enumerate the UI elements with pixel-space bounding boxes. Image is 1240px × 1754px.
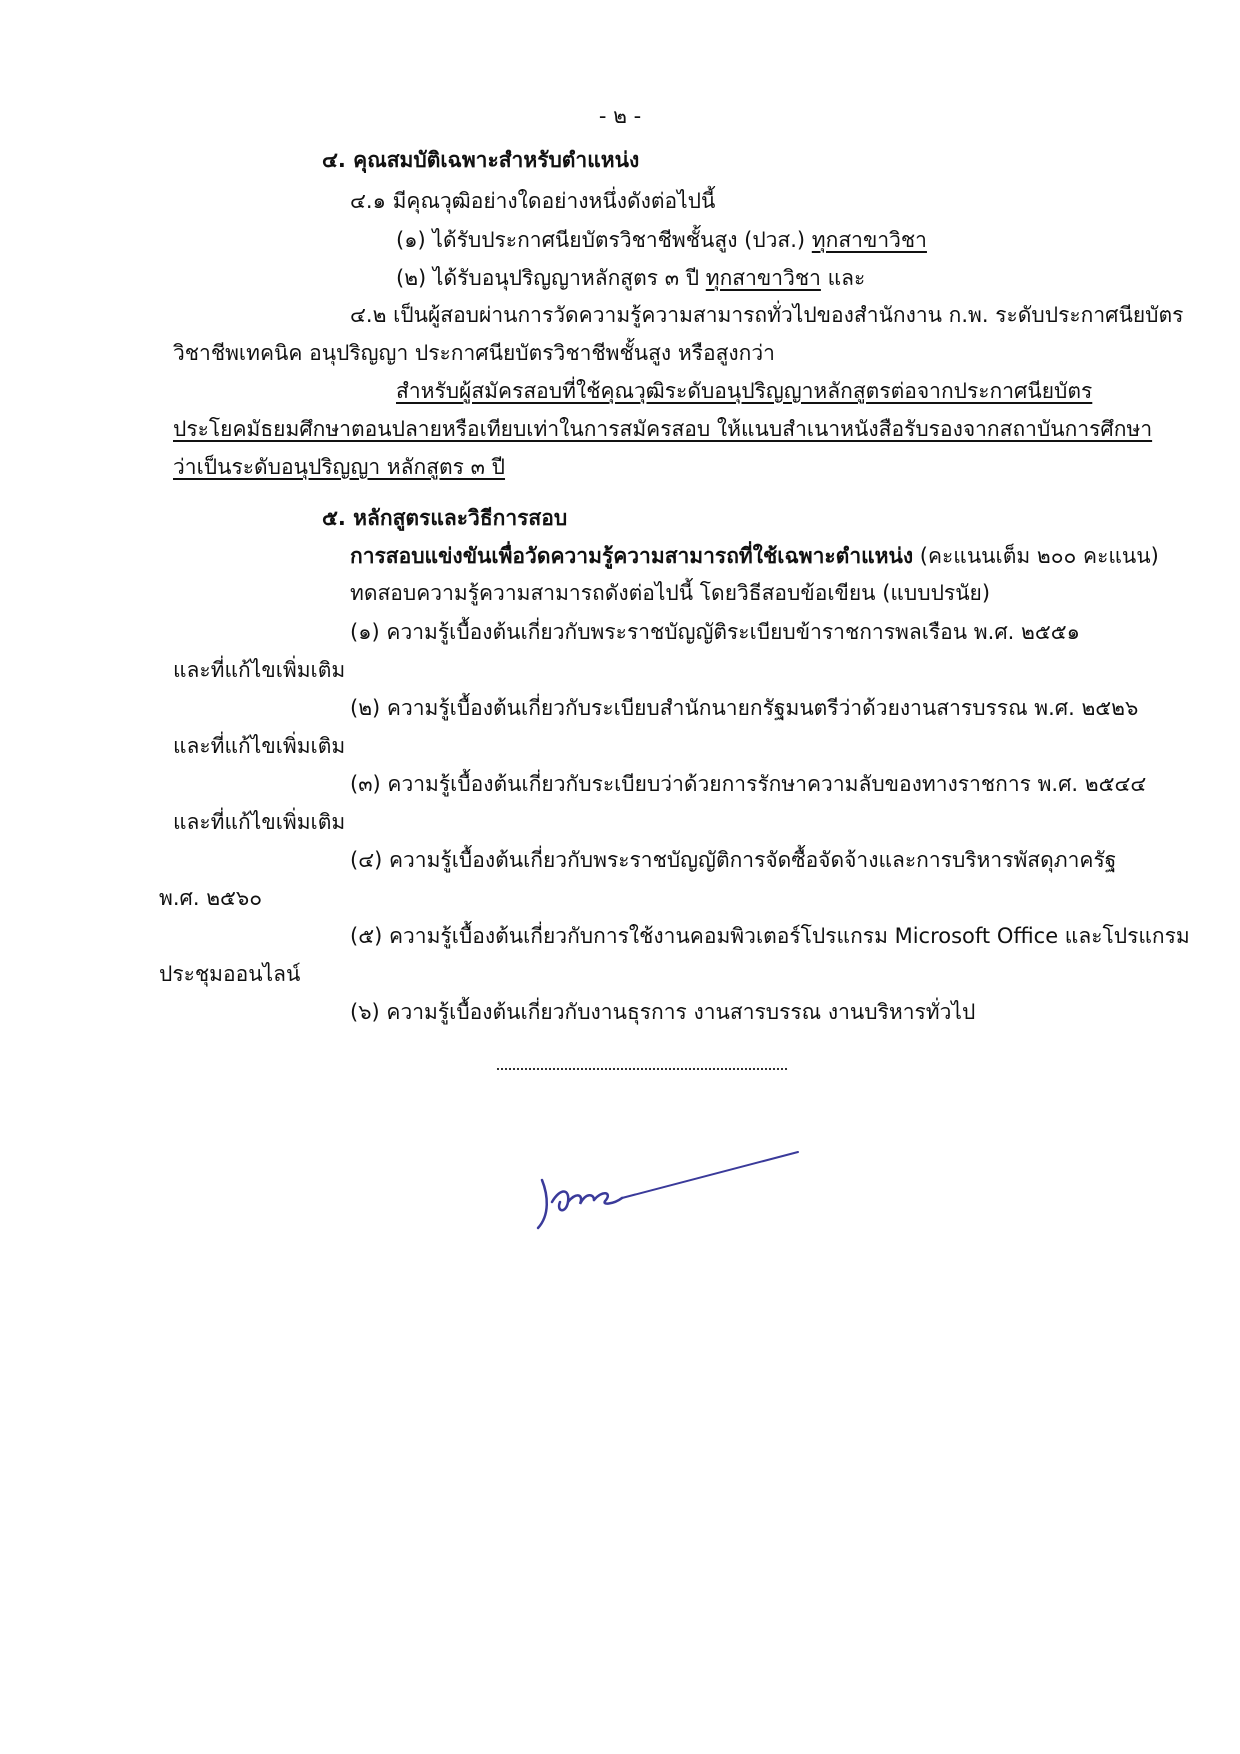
- sub2-tail: และ: [820, 266, 866, 290]
- note-line2: ประโยคมัธยมศึกษาตอนปลายหรือเทียบเท่าในการสมัครสอบ ให้แนบสำเนาหนังสือรับรองจากสถาบันการศึกษา: [173, 417, 1153, 441]
- item-4-1: ๔.๑ มีคุณวุฒิอย่างใดอย่างหนึ่งดังต่อไปนี้: [350, 189, 716, 213]
- exam-title: [350, 541, 1159, 571]
- exam-item-1-line1: (๑) ความรู้เบื้องต้นเกี่ยวกับพระราชบัญญัติระเบียบข้าราชการพลเรือน พ.ศ. ๒๕๕๑: [350, 620, 1080, 644]
- exam-item-4-line1: (๔) ความรู้เบื้องต้นเกี่ยวกับพระราชบัญญัติการจัดซื้อจัดจ้างและการบริหารพัสดุภาครัฐ: [350, 848, 1117, 872]
- page-number: - ๒ -: [598, 104, 642, 128]
- exam-item-6-line1: (๖) ความรู้เบื้องต้นเกี่ยวกับงานธุรการ งานสารบรรณ งานบริหารทั่วไป: [350, 1000, 976, 1024]
- end-dotted-line: [497, 1068, 787, 1070]
- signature-mark: [530, 1140, 810, 1240]
- sub1-underlined: ทุกสาขาวิชา: [811, 228, 927, 252]
- item-4-2-line2: วิชาชีพเทคนิค อนุปริญญา ประกาศนียบัตรวิชาชีพชั้นสูง หรือสูงกว่า: [173, 341, 775, 365]
- item-4-1-sub2: [396, 263, 865, 293]
- section-4-heading: ๔. คุณสมบัติเฉพาะสำหรับตำแหน่ง: [322, 148, 640, 172]
- sub2-text: (๒) ได้รับอนุปริญญาหลักสูตร ๓ ปี: [396, 266, 706, 290]
- exam-method: ทดสอบความรู้ความสามารถดังต่อไปนี้ โดยวิธีสอบข้อเขียน (แบบปรนัย): [350, 581, 991, 605]
- sub1-text: (๑) ได้รับประกาศนียบัตรวิชาชีพชั้นสูง (ปวส.): [396, 228, 812, 252]
- exam-score: (คะแนนเต็ม ๒๐๐ คะแนน): [913, 544, 1159, 568]
- exam-item-2-line1: (๒) ความรู้เบื้องต้นเกี่ยวกับระเบียบสำนักนายกรัฐมนตรีว่าด้วยงานสารบรรณ พ.ศ. ๒๕๒๖: [350, 696, 1139, 720]
- item-4-2-line1: ๔.๒ เป็นผู้สอบผ่านการวัดความรู้ความสามารถทั่วไปของสำนักงาน ก.พ. ระดับประกาศนียบัตร: [350, 303, 1184, 327]
- exam-item-3-line2: และที่แก้ไขเพิ่มเติม: [173, 810, 346, 834]
- exam-item-1-line2: และที่แก้ไขเพิ่มเติม: [173, 658, 346, 682]
- exam-item-3-line1: (๓) ความรู้เบื้องต้นเกี่ยวกับระเบียบว่าด้วยการรักษาความลับของทางราชการ พ.ศ. ๒๕๔๔: [350, 772, 1147, 796]
- note-line1: สำหรับผู้สมัครสอบที่ใช้คุณวุฒิระดับอนุปริญญาหลักสูตรต่อจากประกาศนียบัตร: [396, 379, 1093, 403]
- exam-item-4-line2: พ.ศ. ๒๕๖๐: [159, 886, 263, 910]
- sub2-underlined: ทุกสาขาวิชา: [705, 266, 821, 290]
- section-5-heading: ๕. หลักสูตรและวิธีการสอบ: [322, 506, 568, 530]
- exam-item-2-line2: และที่แก้ไขเพิ่มเติม: [173, 734, 346, 758]
- note-line3: ว่าเป็นระดับอนุปริญญา หลักสูตร ๓ ปี: [173, 455, 506, 479]
- exam-title-bold: การสอบแข่งขันเพื่อวัดความรู้ความสามารถที่ใช้เฉพาะตำแหน่ง: [350, 544, 914, 568]
- exam-item-5-line1: (๕) ความรู้เบื้องต้นเกี่ยวกับการใช้งานคอมพิวเตอร์โปรแกรม Microsoft Office และโปรแกรม: [350, 924, 1190, 948]
- item-4-1-sub1: [396, 225, 927, 255]
- exam-item-5-line2: ประชุมออนไลน์: [159, 962, 301, 986]
